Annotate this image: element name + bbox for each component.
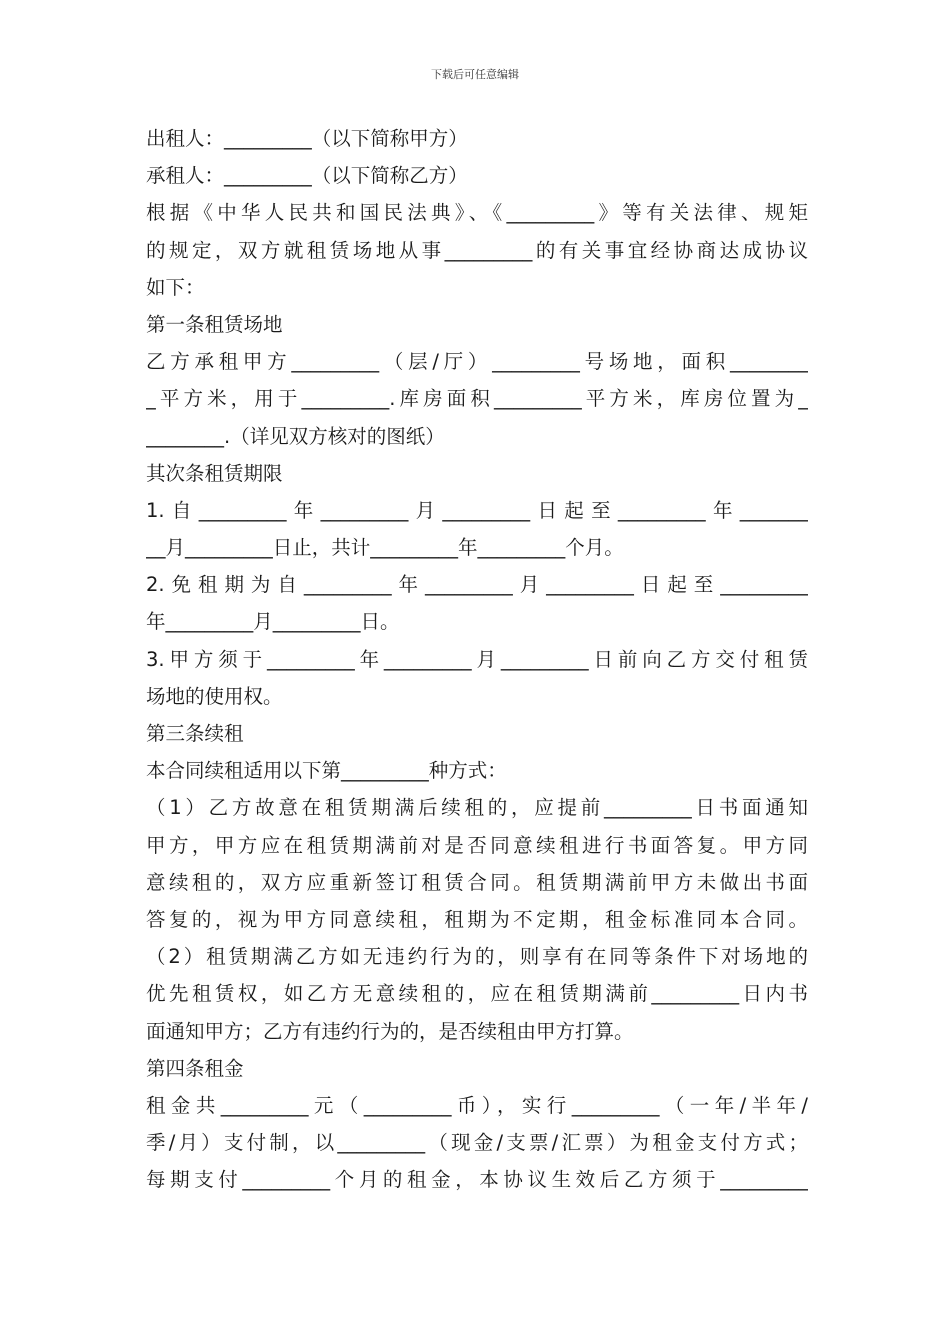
document-line: 的规定，双方就租赁场地从事_________的有关事宜经协商达成协议: [146, 238, 808, 262]
document-line: _平方米，用于_________.库房面积_________平方米，库房位置为_: [146, 387, 808, 411]
document-line: 1.自_________年_________月_________日起至_________年_______: [146, 498, 808, 522]
document-line: 答复的，视为甲方同意续租，租期为不定期，租金标准同本合同。: [146, 907, 808, 931]
document-line: 其次条租赁期限: [146, 461, 283, 485]
document-line: 3.甲方须于_________年_________月_________日前向乙方交付租赁: [146, 647, 808, 671]
document-line: 场地的使用权。: [146, 684, 283, 708]
document-line: 第三条续租: [146, 722, 244, 745]
document-line: （2）租赁期满乙方如无违约行为的，则享有在同等条件下对场地的: [146, 945, 808, 969]
document-line: 季/月）支付制，以_________（现金/支票/汇票）为租金支付方式；: [146, 1131, 808, 1155]
document-line: ________.（详见双方核对的图纸）: [146, 424, 445, 448]
document-line: 出租人：_________（以下简称甲方）: [146, 127, 468, 150]
document-line: 租金共_________元（_________币），实行_________（一年/半年/: [146, 1093, 808, 1117]
document-line: 乙方承租甲方_________（层/厅）_________号场地，面积________: [146, 350, 808, 374]
document-line: 根据《中华人民共和国民法典》、《_________》等有关法律、规矩: [146, 201, 808, 225]
document-line: 如下：: [146, 275, 205, 299]
document-line: __月_________日止，共计_________年_________个月。: [146, 536, 624, 560]
document-line: 2.免租期为自_________年_________月_________日起至_________: [146, 573, 808, 597]
document-line: 意续租的，双方应重新签订租赁合同。租赁期满前甲方未做出书面: [146, 870, 808, 894]
document-line: 面通知甲方；乙方有违约行为的，是否续租由甲方打算。: [146, 1019, 634, 1043]
document-line: 第四条租金: [146, 1056, 244, 1080]
document-line: 第一条租赁场地: [146, 312, 283, 336]
document-line: 本合同续租适用以下第_________种方式：: [146, 759, 507, 783]
document-line: 优先租赁权，如乙方无意续租的，应在租赁期满前_________日内书: [146, 982, 808, 1006]
document-line: 年_________月_________日。: [146, 610, 400, 634]
document-line: 每期支付_________个月的租金，本协议生效后乙方须于_________: [146, 1168, 808, 1192]
document-body: [146, 120, 808, 1198]
page-header: 下载后可任意编辑: [431, 68, 519, 81]
document-line: 甲方，甲方应在租赁期满前对是否同意续租进行书面答复。甲方同: [146, 833, 808, 857]
document-line: （1）乙方故意在租赁期满后续租的，应提前_________日书面通知: [146, 796, 808, 820]
document-line: 承租人：_________（以下简称乙方）: [146, 164, 468, 188]
